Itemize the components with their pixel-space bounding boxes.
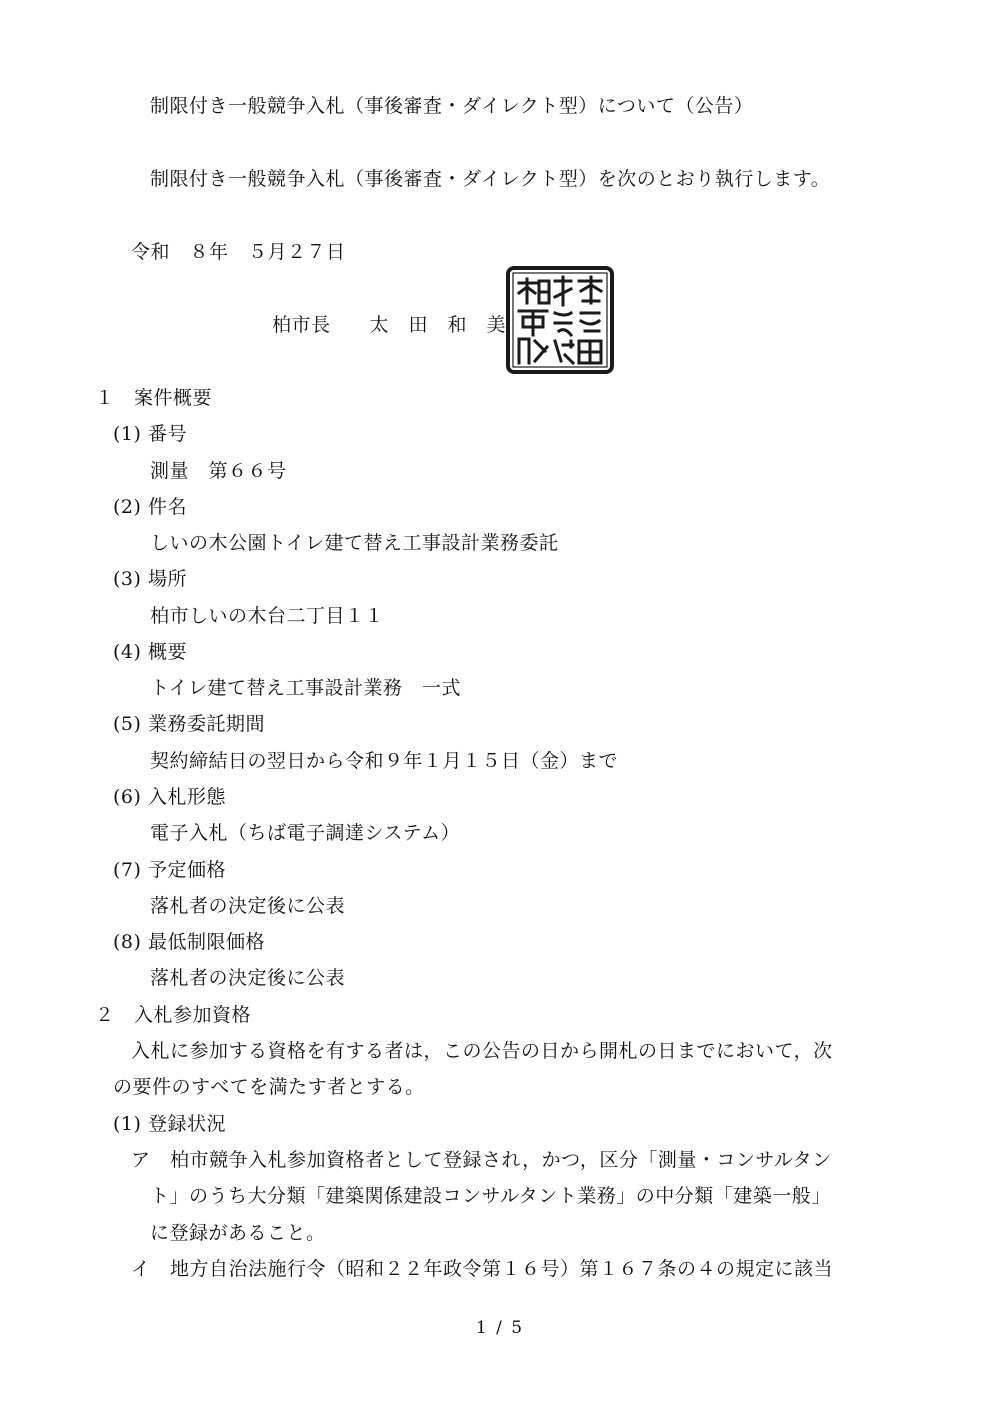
item-label: (2) 件名 <box>113 496 187 518</box>
notice-title: 制限付き一般競争入札（事後審査・ダイレクト型）について（公告） <box>150 95 754 117</box>
paragraph-line: の要件のすべてを満たす者とする。 <box>113 1076 425 1098</box>
item-value: 電子入札（ちば電子調達システム） <box>150 822 461 844</box>
paragraph-line: ア 柏市競争入札参加資格者として登録され，かつ，区分「測量・コンサルタン <box>131 1149 832 1171</box>
item-label: (3) 場所 <box>113 568 187 590</box>
item-label: (5) 業務委託期間 <box>113 713 265 735</box>
item-label: (6) 入札形態 <box>113 786 226 808</box>
issuer-name: 柏市長 太 田 和 美 <box>272 314 507 336</box>
item-label: (8) 最低制限価格 <box>113 931 265 953</box>
item-label: (7) 予定価格 <box>113 859 226 881</box>
item-value: トイレ建て替え工事設計業務 一式 <box>150 677 462 699</box>
seal-image <box>505 265 615 375</box>
item-value: 柏市しいの木台二丁目１１ <box>150 605 385 627</box>
item-label: (4) 概要 <box>113 641 187 663</box>
notice-date: 令和 ８年 ５月２７日 <box>131 241 346 263</box>
item-label: (1) 登録状況 <box>113 1113 226 1135</box>
paragraph-line: ト」のうち大分類「建築関係建設コンサルタント業務」の中分類「建築一般」 <box>150 1185 831 1207</box>
item-value: 落札者の決定後に公表 <box>150 895 346 917</box>
paragraph-line: に登録があること。 <box>150 1222 326 1244</box>
section-heading: １ 案件概要 <box>95 387 213 409</box>
item-value: しいの木公園トイレ建て替え工事設計業務委託 <box>150 532 559 554</box>
item-value: 落札者の決定後に公表 <box>150 967 346 989</box>
item-value: 測量 第６６号 <box>150 460 287 482</box>
official-seal <box>505 265 615 375</box>
item-value: 契約締結日の翌日から令和９年１月１５日（金）まで <box>150 750 619 772</box>
notice-intro: 制限付き一般競争入札（事後審査・ダイレクト型）を次のとおり執行します。 <box>150 168 831 190</box>
page-number: 1 / 5 <box>475 1318 525 1338</box>
paragraph-line: イ 地方自治法施行令（昭和２２年政令第１６号）第１６７条の４の規定に該当 <box>131 1258 834 1280</box>
section-heading: ２ 入札参加資格 <box>95 1004 252 1026</box>
item-label: (1) 番号 <box>113 423 187 445</box>
paragraph-line: 入札に参加する資格を有する者は，この公告の日から開札の日までにおいて，次 <box>131 1040 833 1062</box>
